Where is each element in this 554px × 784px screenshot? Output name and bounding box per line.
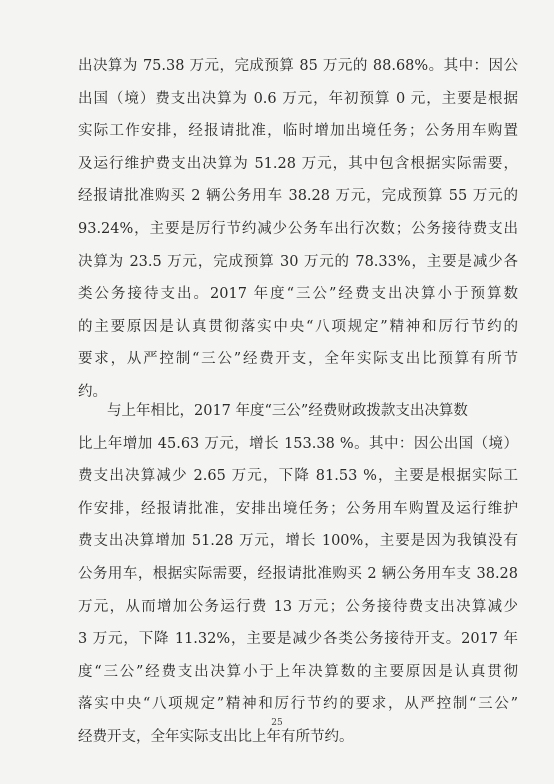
paragraph-line: 万元，从而增加公务运行费 13 万元；公务接待费支出决算减少 [78,598,518,615]
paragraph-line: 度“三公”经费支出决算小于上年决算数的主要原因是认真贯彻 [78,663,518,680]
paragraph-line: 3 万元，下降 11.32%，主要是减少各类公务接待开支。2017 年 [78,631,518,648]
paragraph-line: 与上年相比，2017 年度“三公”经费财政拨款支出决算数 [107,403,468,419]
paragraph-line: 实际工作安排，经报请批准，临时增加出境任务；公务用车购置 [78,123,518,140]
paragraph-1 [78,50,518,409]
page-number: 25 [271,718,283,728]
paragraph-line: 的主要原因是认真贯彻落实中央“八项规定”精神和厉行节约的 [78,318,518,335]
paragraph-line: 费支出决算增加 51.28 万元，增长 100%，主要是因为我镇没有 [78,533,518,550]
paragraph-line: 出决算为 75.38 万元，完成预算 85 万元的 88.68%。其中：因公 [78,58,518,74]
paragraph-line: 类公务接待支出。2017 年度“三公”经费支出决算小于预算数 [78,286,518,303]
paragraph-line: 比上年增加 45.63 万元，增长 153.38 %。其中：因公出国（境） [78,435,518,452]
paragraph-line: 及运行维护费支出决算为 51.28 万元，其中包含根据实际需要， [78,155,518,172]
paragraph-line: 经费开支，全年实际支出比上年有所节约。 [78,728,354,745]
paragraph-line: 公务用车，根据实际需要，经报请批准购买 2 辆公务用车支 38.28 [78,565,518,582]
paragraph-line: 出国（境）费支出决算为 0.6 万元，年初预算 0 元，主要是根据 [78,90,518,107]
paragraph-line: 费支出决算减少 2.65 万元，下降 81.53 %，主要是根据实际工 [78,468,518,485]
paragraph-2 [78,395,518,754]
paragraph-line: 93.24%，主要是厉行节约减少公务车出行次数；公务接待费支出 [78,220,518,237]
paragraph-line: 经报请批准购买 2 辆公务用车 38.28 万元，完成预算 55 万元的 [78,188,518,205]
paragraph-line: 作安排，经报请批准，安排出境任务；公务用车购置及运行维护 [78,500,518,517]
paragraph-line: 决算为 23.5 万元，完成预算 30 万元的 78.33%，主要是减少各 [78,253,518,270]
paragraph-line: 约。 [78,383,107,400]
paragraph-line: 落实中央“八项规定”精神和厉行节约的要求，从严控制“三公” [78,696,518,713]
paragraph-line: 要求，从严控制“三公”经费开支，全年实际支出比预算有所节 [78,351,518,368]
